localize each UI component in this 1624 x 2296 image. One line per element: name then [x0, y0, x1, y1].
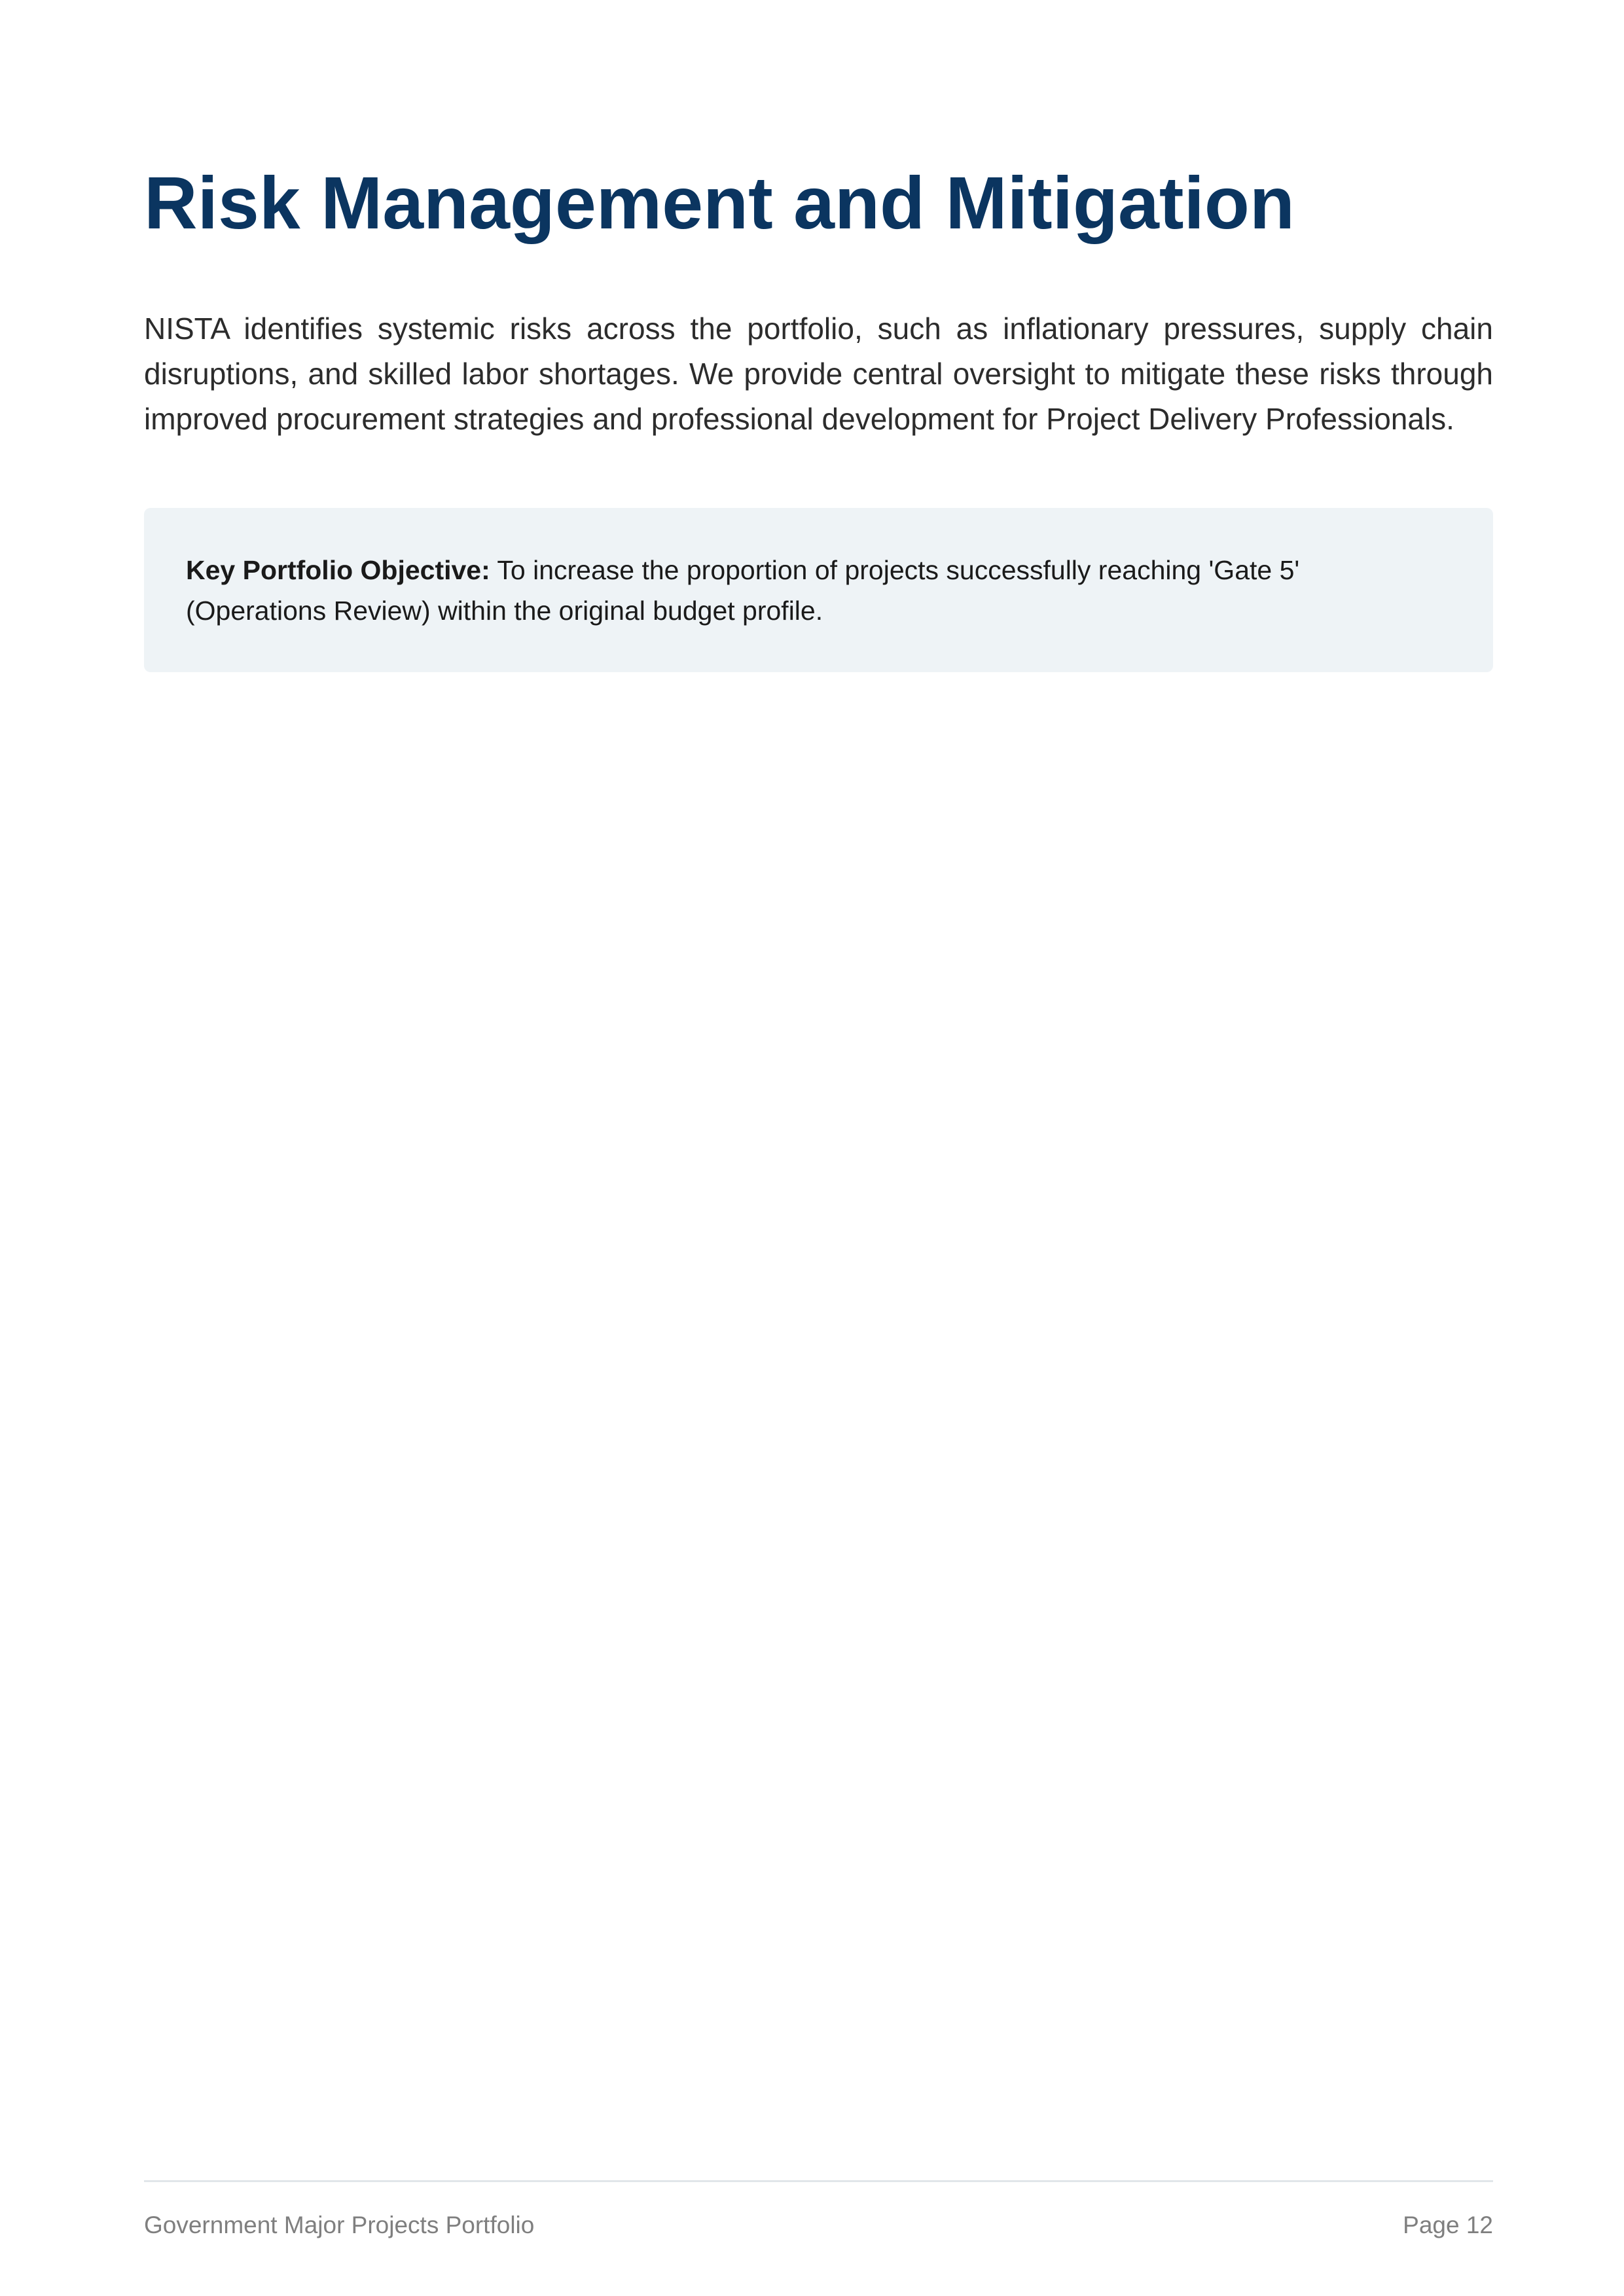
footer-page-number: Page 12: [1403, 2212, 1493, 2238]
callout-body: To increase the proportion of projects successfully reaching 'Gate 5' (Operations Review) within the original budget profile.: [186, 555, 1300, 626]
callout-label: Key Portfolio Objective:: [186, 555, 490, 585]
page-title: Risk Management and Mitigation: [144, 162, 1295, 244]
intro-paragraph: NISTA identifies systemic risks across the portfolio, such as inflationary pressures, supply chain disruptions, and skilled labor shortages. We provide central oversight to mitigate these risks through improved procurement strategies and professional development for Project Delivery Professionals.: [144, 312, 1493, 436]
key-objective-callout: [144, 508, 1493, 672]
footer-document-title: Government Major Projects Portfolio: [144, 2212, 535, 2238]
callout-text: [186, 550, 1338, 631]
footer-divider: [144, 2180, 1493, 2182]
